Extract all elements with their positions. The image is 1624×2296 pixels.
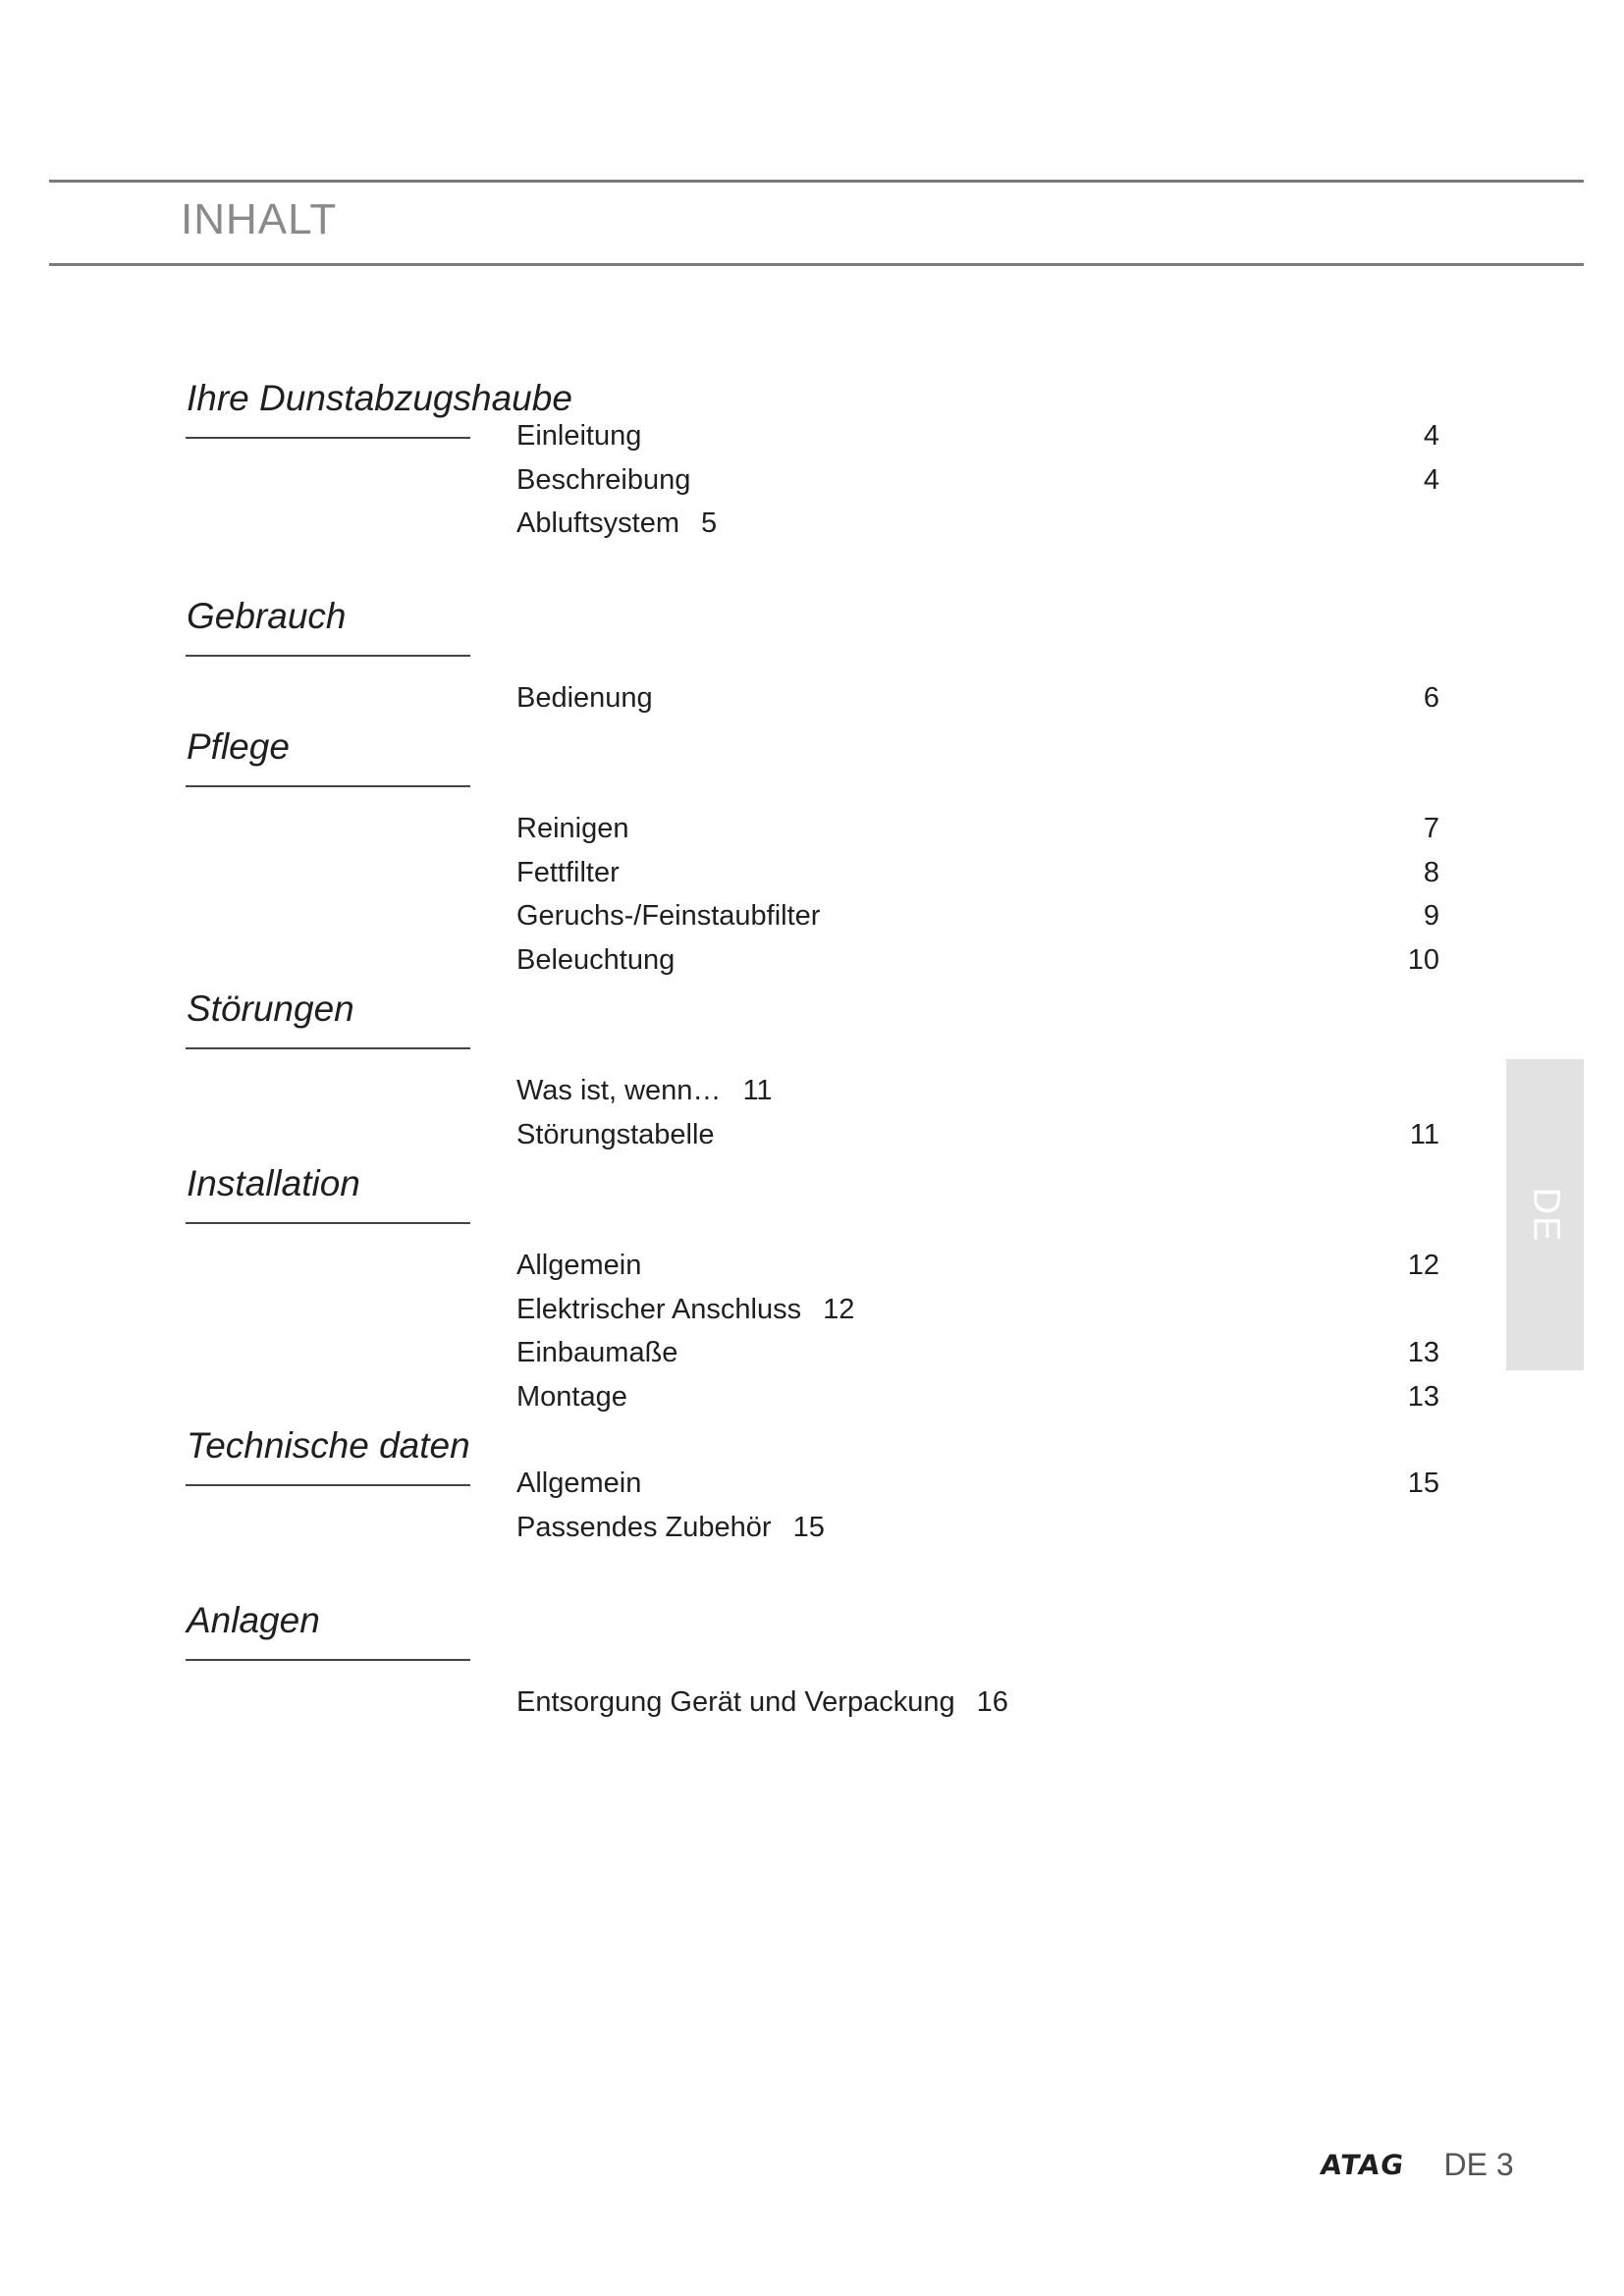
toc-entry-text: Beschreibung bbox=[516, 463, 691, 496]
toc-section-title: Störungen bbox=[187, 988, 354, 1029]
toc-entry-page-number: 15 bbox=[1407, 1468, 1439, 1499]
toc-entry[interactable] bbox=[516, 1512, 1439, 1555]
toc-section-underline bbox=[186, 1222, 470, 1224]
toc-section-title: Pflege bbox=[187, 726, 290, 767]
toc-entry-label bbox=[516, 464, 690, 497]
toc-entry[interactable] bbox=[516, 1250, 1439, 1293]
toc-entry-label bbox=[516, 420, 641, 453]
toc-entry[interactable] bbox=[516, 1119, 1439, 1162]
atag-logo: ATAG bbox=[1318, 2149, 1407, 2181]
toc-entry-label bbox=[516, 1294, 854, 1326]
toc-entry-label bbox=[516, 857, 620, 889]
toc-entry-label bbox=[516, 1512, 825, 1544]
toc-entry-text: Was ist, wenn… bbox=[516, 1075, 722, 1106]
toc-section-title: Technische daten bbox=[187, 1425, 470, 1466]
toc-entry-text: Allgemein bbox=[516, 1468, 642, 1499]
toc-entry-text: Elektrischer Anschluss bbox=[516, 1293, 802, 1325]
toc-entry[interactable] bbox=[516, 1337, 1439, 1380]
toc-entry-text: Einbaumaße bbox=[516, 1337, 678, 1369]
toc-entry[interactable] bbox=[516, 1468, 1439, 1511]
toc-section-underline bbox=[186, 1659, 470, 1661]
toc-entry[interactable] bbox=[516, 1294, 1439, 1337]
toc-entry[interactable] bbox=[516, 464, 1439, 507]
toc-section-underline bbox=[186, 437, 470, 439]
toc-entry-label bbox=[516, 682, 653, 715]
toc-section-underline bbox=[186, 1484, 470, 1486]
toc-entry-label bbox=[516, 944, 675, 977]
toc-entry-label bbox=[516, 507, 717, 540]
toc-section-title: Anlagen bbox=[187, 1600, 320, 1640]
toc-entry-page-number: 4 bbox=[1423, 463, 1439, 496]
toc-entry-label bbox=[516, 1686, 1008, 1719]
toc-entry-page-number: 9 bbox=[1423, 900, 1439, 933]
toc-section-title: Gebrauch bbox=[187, 596, 347, 636]
toc-entry-page-number: 6 bbox=[1423, 682, 1439, 714]
toc-section-underline bbox=[186, 785, 470, 787]
toc-entry-label bbox=[516, 900, 820, 933]
toc-section-title: Installation bbox=[187, 1163, 360, 1203]
toc-entry-text: Allgemein bbox=[516, 1250, 642, 1281]
toc-entry-label bbox=[516, 1075, 773, 1107]
toc-entry-label bbox=[516, 1468, 641, 1500]
toc-entry[interactable] bbox=[516, 1075, 1439, 1118]
toc-entry-page-number: 15 bbox=[792, 1511, 825, 1543]
toc-entry-page-number: 11 bbox=[1409, 1118, 1439, 1150]
language-tab bbox=[1506, 1059, 1584, 1370]
toc-entry-text: Einleitung bbox=[516, 420, 642, 452]
toc-entry-text: Reinigen bbox=[516, 813, 629, 844]
toc-entry-label bbox=[516, 813, 628, 845]
toc-entry-label bbox=[516, 1337, 677, 1369]
toc-entry-label bbox=[516, 1119, 715, 1151]
toc-entry-text: Fettfilter bbox=[516, 856, 620, 888]
toc-entry-page-number: 10 bbox=[1407, 943, 1439, 976]
toc-section-underline bbox=[186, 1047, 470, 1049]
toc-entry-page-number: 12 bbox=[823, 1293, 855, 1325]
toc-entry[interactable] bbox=[516, 813, 1439, 856]
toc-entry-text: Passendes Zubehör bbox=[516, 1511, 772, 1543]
toc-entry-text: Montage bbox=[516, 1380, 627, 1413]
toc-entry[interactable] bbox=[516, 857, 1439, 900]
page-number: DE 3 bbox=[1443, 2147, 1514, 2182]
toc-entry-text: Bedienung bbox=[516, 682, 653, 714]
page-footer bbox=[1318, 2147, 1514, 2190]
toc-section-title: Ihre Dunstabzugshaube bbox=[187, 378, 572, 418]
toc-section-underline bbox=[186, 655, 470, 657]
toc-entry-text: Geruchs-/Feinstaubfilter bbox=[516, 900, 821, 933]
toc-entry[interactable] bbox=[516, 944, 1439, 988]
toc-entry[interactable] bbox=[516, 507, 1439, 551]
page-title: INHALT bbox=[181, 195, 338, 243]
toc-entry-page-number: 16 bbox=[976, 1686, 1008, 1718]
toc-entry[interactable] bbox=[516, 1381, 1439, 1424]
toc-entry[interactable] bbox=[516, 1686, 1439, 1730]
toc-entry-page-number: 13 bbox=[1407, 1337, 1439, 1369]
toc-entry[interactable] bbox=[516, 682, 1439, 725]
toc-entry-page-number: 4 bbox=[1423, 420, 1439, 452]
language-tab-label: DE bbox=[1525, 1187, 1566, 1243]
toc-entry-label bbox=[516, 1381, 627, 1414]
toc-entry-page-number: 5 bbox=[701, 507, 718, 540]
toc-entry-page-number: 13 bbox=[1407, 1380, 1439, 1413]
toc-entry-page-number: 7 bbox=[1423, 813, 1439, 844]
toc-entry-text: Entsorgung Gerät und Verpackung bbox=[516, 1686, 955, 1718]
toc-entry-page-number: 8 bbox=[1423, 856, 1439, 888]
toc-entry[interactable] bbox=[516, 420, 1439, 463]
toc-entry[interactable] bbox=[516, 900, 1439, 943]
toc-entry-text: Abluftsystem bbox=[516, 507, 679, 540]
toc-entry-text: Störungstabelle bbox=[516, 1118, 715, 1150]
toc-entry-page-number: 12 bbox=[1407, 1250, 1439, 1281]
toc-entry-text: Beleuchtung bbox=[516, 943, 676, 976]
toc-entry-label bbox=[516, 1250, 641, 1282]
toc-entry-page-number: 11 bbox=[742, 1075, 773, 1106]
